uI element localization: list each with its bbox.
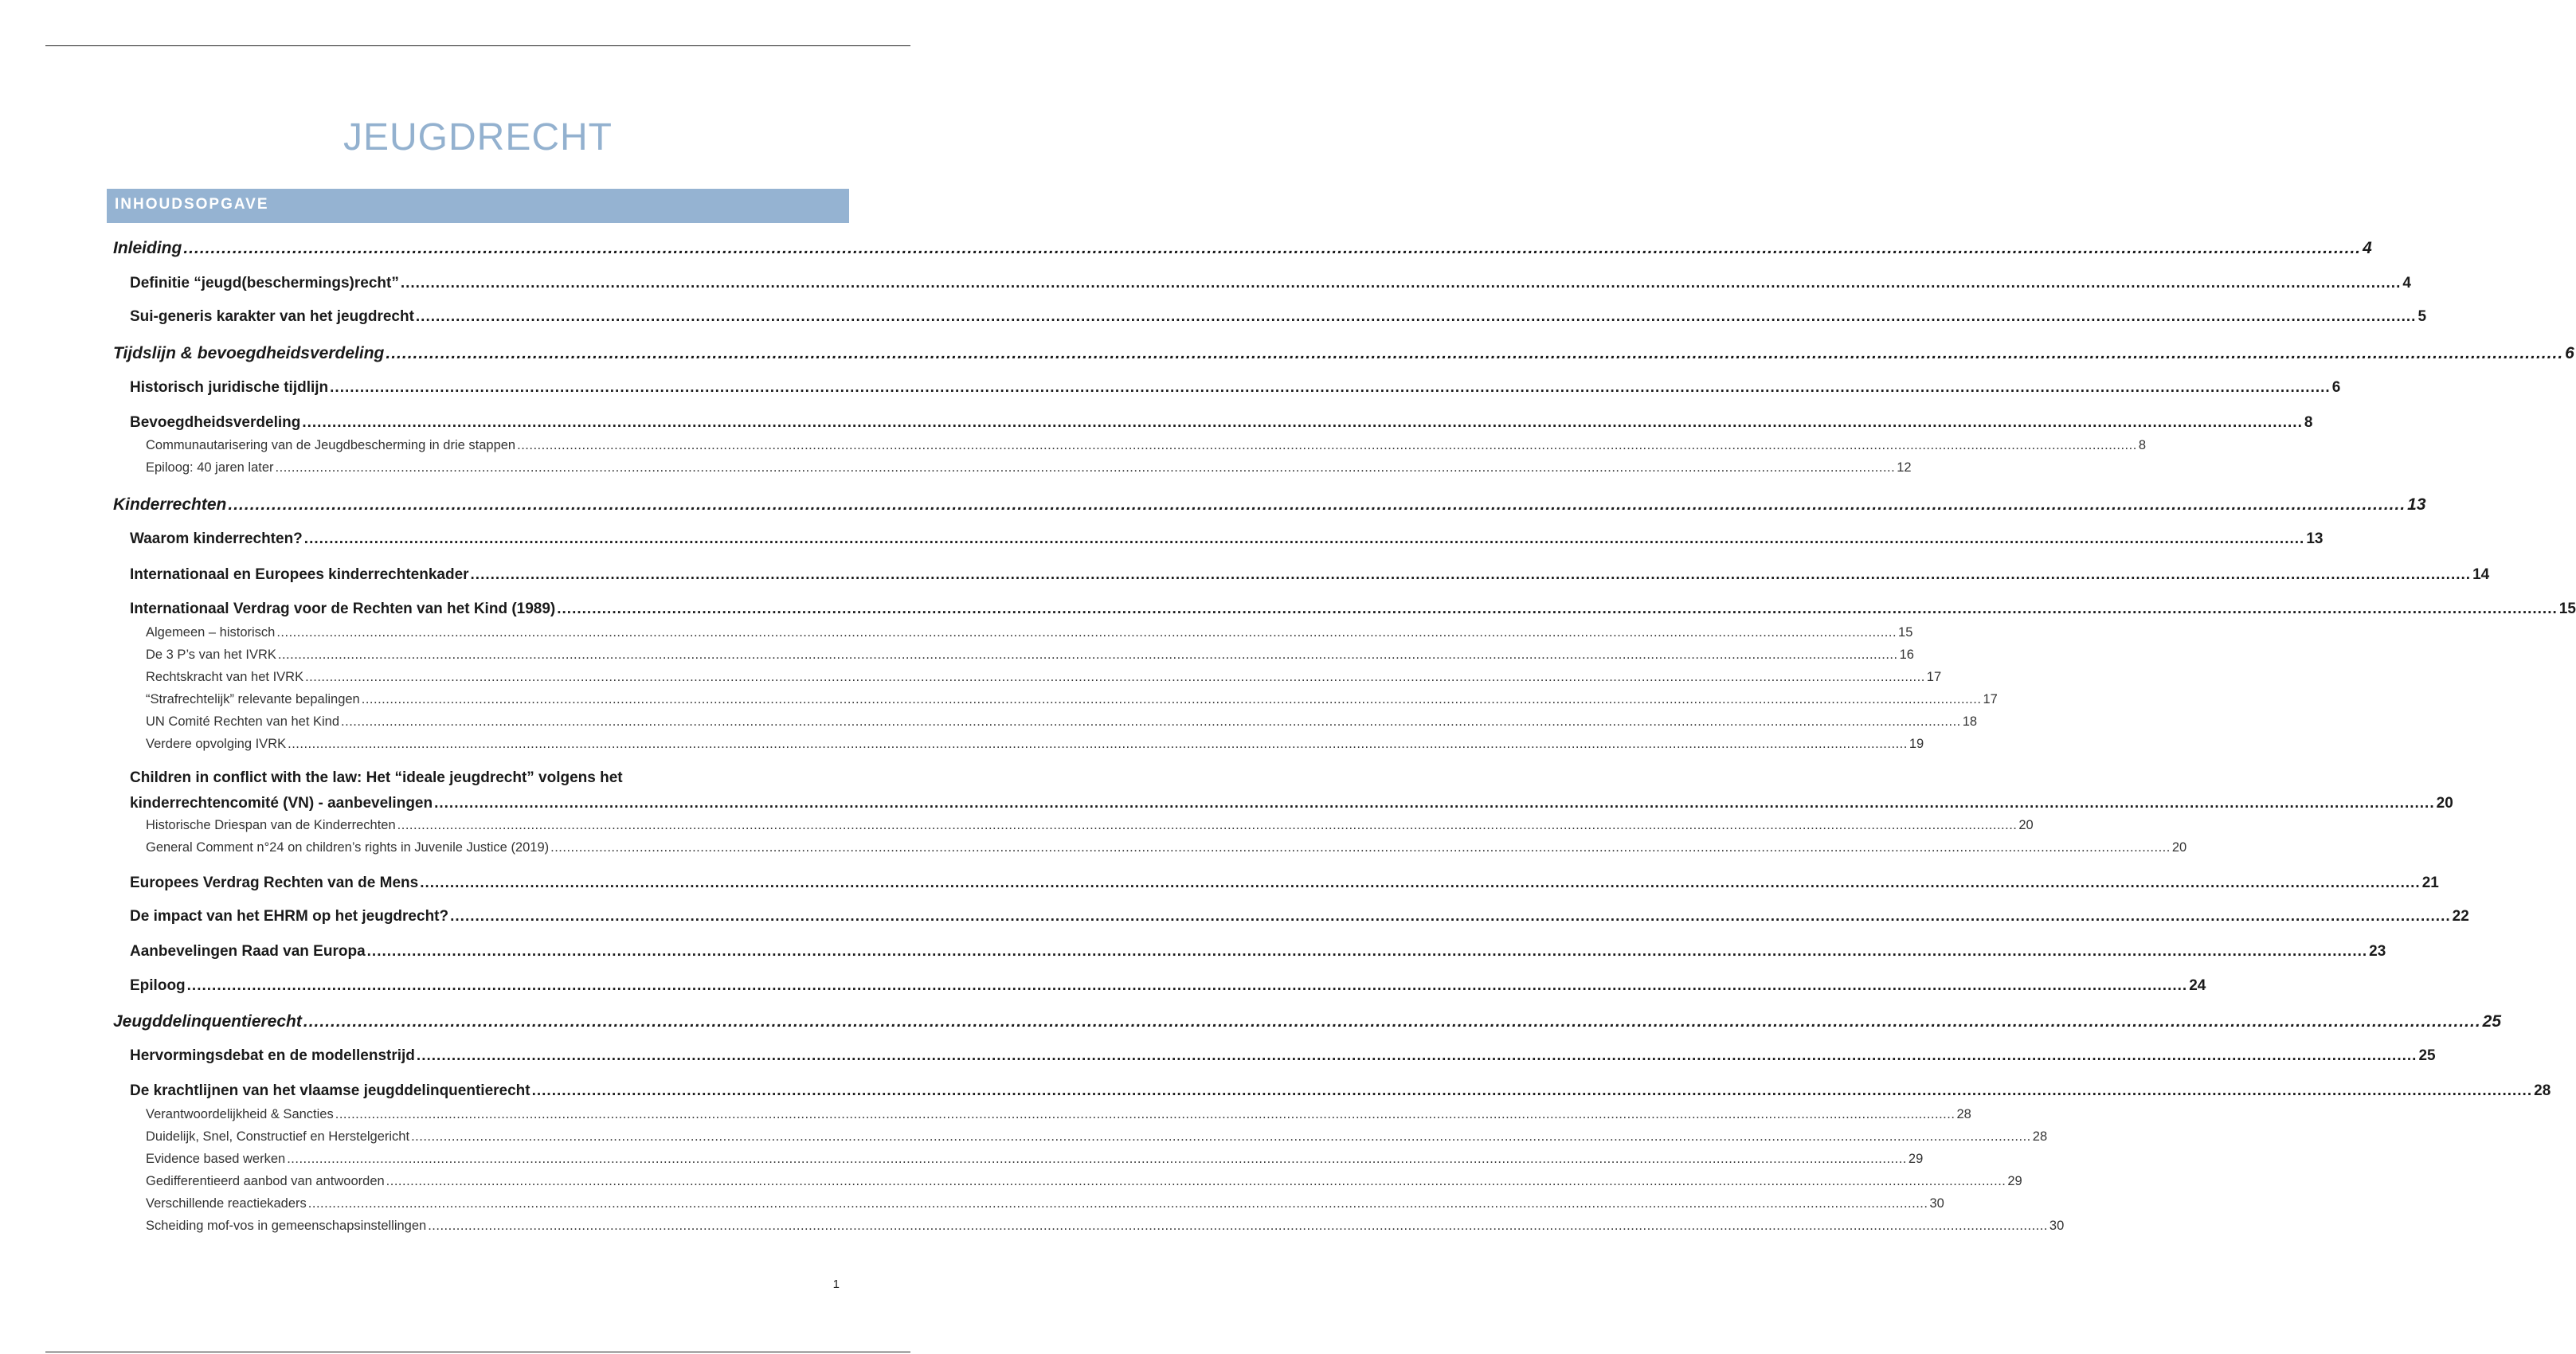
toc-entry[interactable]: [146, 436, 2146, 453]
toc-entry-page: 20: [2436, 795, 2453, 812]
toc-entry-label: Algemeen – historisch: [146, 625, 276, 640]
toc-entry[interactable]: [130, 599, 2576, 618]
toc-entry-label: Verantwoordelijkheid & Sancties: [146, 1107, 334, 1121]
toc-entry-label: Jeugddelinquentierecht: [113, 1012, 302, 1031]
toc-entry-page: 6: [2331, 379, 2341, 396]
toc-leader-dots: ................................................................................................................................................................................................................................................................................................................................................................................................................: [450, 908, 2451, 925]
toc-leader-dots: ................................................................................................................................................................................................................................................................................................................................................................................................................: [517, 438, 2137, 452]
toc-leader-dots: ................................................................................................................................................................................................................................................................................................................................................................................................................: [386, 344, 2564, 362]
toc-entry-label: “Strafrechtelijk” relevante bepalingen: [146, 692, 360, 706]
toc-entry[interactable]: [146, 1172, 2022, 1189]
toc-leader-dots: ................................................................................................................................................................................................................................................................................................................................................................................................................: [397, 818, 2018, 832]
toc-heading: INHOUDSOPGAVE: [107, 189, 849, 223]
toc-entry-label: UN Comité Rechten van het Kind: [146, 714, 340, 729]
toc-entry[interactable]: [146, 839, 2187, 855]
toc-entry-page: 30: [1929, 1196, 1944, 1211]
toc-entry-page: 30: [2049, 1219, 2065, 1233]
toc-entry-label: Scheiding mof-vos in gemeenschapsinstellingen: [146, 1219, 427, 1233]
toc-entry-label: Duidelijk, Snel, Constructief en Herstelgericht: [146, 1129, 410, 1144]
toc-entry-page: 25: [2418, 1047, 2436, 1064]
toc-entry-label: Kinderrechten: [113, 495, 227, 514]
toc-entry-page: 25: [2482, 1012, 2502, 1031]
toc-entry-page: 19: [1909, 737, 1924, 751]
toc-entry-label: Evidence based werken: [146, 1152, 286, 1166]
toc-entry[interactable]: [130, 273, 2411, 292]
toc-entry[interactable]: [130, 976, 2206, 995]
toc-entry[interactable]: [130, 378, 2341, 397]
toc-entry-page: 17: [1926, 670, 1942, 684]
toc-leader-dots: ................................................................................................................................................................................................................................................................................................................................................................................................................: [531, 1082, 2533, 1099]
toc-entry-label: Sui-generis karakter van het jeugdrecht: [130, 308, 414, 325]
toc-entry-label: Gedifferentieerd aanbod van antwoorden: [146, 1174, 385, 1188]
toc-entry[interactable]: [130, 873, 2439, 892]
toc-leader-dots: ................................................................................................................................................................................................................................................................................................................................................................................................................: [307, 1196, 1928, 1211]
toc-leader-dots: ................................................................................................................................................................................................................................................................................................................................................................................................................: [277, 648, 1898, 662]
toc-leader-dots: ................................................................................................................................................................................................................................................................................................................................................................................................................: [330, 379, 2331, 396]
page-number: 1: [832, 1278, 840, 1291]
toc-entry-page: 4: [2363, 239, 2372, 257]
toc-entry[interactable]: [130, 413, 2313, 432]
toc-entry-label: Bevoegdheidsverdeling: [130, 414, 301, 431]
toc-entry-page: 28: [2032, 1129, 2048, 1144]
toc-leader-dots: ................................................................................................................................................................................................................................................................................................................................................................................................................: [470, 566, 2472, 583]
toc-leader-dots: ................................................................................................................................................................................................................................................................................................................................................................................................................: [303, 530, 2305, 547]
toc-entry[interactable]: [130, 307, 2427, 326]
toc-entry[interactable]: [146, 668, 1942, 685]
toc-leader-dots: ................................................................................................................................................................................................................................................................................................................................................................................................................: [420, 875, 2421, 891]
toc-entry[interactable]: [130, 941, 2386, 961]
toc-leader-dots: ................................................................................................................................................................................................................................................................................................................................................................................................................: [400, 275, 2402, 292]
toc-entry[interactable]: [146, 624, 1913, 640]
toc-entry-label: Inleiding: [113, 239, 182, 257]
toc-entry[interactable]: [146, 1195, 1944, 1211]
toc-entry[interactable]: [146, 1128, 2048, 1145]
toc-entry-page: 15: [1898, 625, 1913, 640]
toc-entry[interactable]: [130, 565, 2490, 584]
toc-entry-page: 21: [2421, 875, 2439, 891]
toc-entry-page: 13: [2407, 495, 2426, 514]
toc-entry[interactable]: [130, 1081, 2551, 1100]
toc-entry-label: General Comment n°24 on children’s rights in Juvenile Justice (2019): [146, 840, 550, 855]
toc-leader-dots: ................................................................................................................................................................................................................................................................................................................................................................................................................: [428, 1219, 2048, 1233]
toc-entry[interactable]: [146, 735, 1924, 752]
toc-leader-dots: ................................................................................................................................................................................................................................................................................................................................................................................................................: [361, 692, 1982, 706]
toc-leader-dots: ................................................................................................................................................................................................................................................................................................................................................................................................................: [228, 495, 2406, 514]
toc-entry-label: Waarom kinderrechten?: [130, 530, 303, 547]
toc-leader-dots: ................................................................................................................................................................................................................................................................................................................................................................................................................: [434, 795, 2435, 812]
toc-leader-dots: ................................................................................................................................................................................................................................................................................................................................................................................................................: [302, 414, 2303, 431]
toc-entry-page: 20: [2018, 818, 2034, 832]
toc-leader-dots: ................................................................................................................................................................................................................................................................................................................................................................................................................: [416, 1047, 2417, 1064]
toc-leader-dots: ................................................................................................................................................................................................................................................................................................................................................................................................................: [275, 460, 1896, 475]
toc-entry-label: Aanbevelingen Raad van Europa: [130, 943, 366, 960]
toc-leader-dots: ................................................................................................................................................................................................................................................................................................................................................................................................................: [288, 737, 1908, 751]
document-title: JEUGDRECHT: [343, 116, 613, 158]
toc-leader-dots: ................................................................................................................................................................................................................................................................................................................................................................................................................: [557, 601, 2558, 617]
toc-entry[interactable]: [146, 816, 2034, 833]
toc-leader-dots: ................................................................................................................................................................................................................................................................................................................................................................................................................: [411, 1129, 2031, 1144]
toc-entry-page: 28: [2534, 1082, 2551, 1099]
toc-entry-page: 20: [2171, 840, 2187, 855]
toc-leader-dots: ................................................................................................................................................................................................................................................................................................................................................................................................................: [186, 977, 2188, 994]
toc-entry[interactable]: [146, 646, 1914, 663]
toc-leader-dots: ................................................................................................................................................................................................................................................................................................................................................................................................................: [305, 670, 1925, 684]
toc-entry-page: 13: [2306, 530, 2323, 547]
toc-entry-label: Rechtskracht van het IVRK: [146, 670, 304, 684]
toc-entry-label: Tijdslijn & bevoegdheidsverdeling: [113, 344, 385, 362]
toc-leader-dots: ................................................................................................................................................................................................................................................................................................................................................................................................................: [276, 625, 1897, 640]
toc-entry-page: 8: [2304, 414, 2313, 431]
toc-entry-label: Definitie “jeugd(beschermings)recht”: [130, 275, 399, 292]
toc-leader-dots: ................................................................................................................................................................................................................................................................................................................................................................................................................: [415, 308, 2417, 325]
toc-entry-page: 23: [2369, 943, 2386, 960]
toc-entry-page: 17: [1983, 692, 1998, 706]
header-rule: [45, 45, 910, 46]
toc-leader-dots: ................................................................................................................................................................................................................................................................................................................................................................................................................: [386, 1174, 2006, 1188]
toc-entry-label: Communautarisering van de Jeugdbescherming in drie stappen: [146, 438, 516, 452]
toc-entry-label: Internationaal Verdrag voor de Rechten van het Kind (1989): [130, 601, 556, 617]
toc-entry-line1[interactable]: Children in conflict with the law: Het “ideale jeugdrecht” volgens het: [130, 769, 623, 786]
toc-entry[interactable]: [130, 793, 2453, 812]
toc-entry[interactable]: [130, 906, 2469, 925]
toc-entry-page: 6: [2565, 344, 2574, 362]
toc-leader-dots: ................................................................................................................................................................................................................................................................................................................................................................................................................: [335, 1107, 1955, 1121]
toc-leader-dots: ................................................................................................................................................................................................................................................................................................................................................................................................................: [287, 1152, 1907, 1166]
toc-leader-dots: ................................................................................................................................................................................................................................................................................................................................................................................................................: [341, 714, 1961, 729]
toc-leader-dots: ................................................................................................................................................................................................................................................................................................................................................................................................................: [366, 943, 2368, 960]
toc-entry[interactable]: [113, 494, 2426, 515]
toc-entry[interactable]: [146, 691, 1998, 707]
toc-entry[interactable]: [146, 1150, 1924, 1167]
toc-entry[interactable]: [146, 713, 1978, 730]
toc-entry[interactable]: [113, 342, 2574, 363]
toc-entry[interactable]: [130, 1046, 2436, 1065]
toc-entry[interactable]: [146, 1106, 1971, 1122]
toc-entry-page: 16: [1899, 648, 1914, 662]
toc-entry-label: De krachtlijnen van het vlaamse jeugddelinquentierecht: [130, 1082, 530, 1099]
toc-entry-label: De 3 P’s van het IVRK: [146, 648, 276, 662]
toc-entry-page: 29: [2007, 1174, 2022, 1188]
toc-entry-label: Historisch juridische tijdlijn: [130, 379, 329, 396]
toc-entry-label: kinderrechtencomité (VN) - aanbevelingen: [130, 795, 433, 812]
toc-entry-page: 22: [2452, 908, 2469, 925]
toc-entry[interactable]: [113, 1011, 2502, 1031]
toc-entry-label: Internationaal en Europees kinderrechtenkader: [130, 566, 469, 583]
toc-entry-label: Verschillende reactiekaders: [146, 1196, 307, 1211]
toc-entry-page: 24: [2189, 977, 2206, 994]
toc-entry-page: 8: [2138, 438, 2146, 452]
toc-entry-label: De impact van het EHRM op het jeugdrecht?: [130, 908, 449, 925]
toc-entry-label: Epiloog: [130, 977, 186, 994]
toc-entry[interactable]: [130, 529, 2323, 548]
toc-entry-label: Europees Verdrag Rechten van de Mens: [130, 875, 419, 891]
toc-entry-label: Epiloog: 40 jaren later: [146, 460, 274, 475]
toc-entry[interactable]: [146, 459, 1912, 475]
toc-entry-label: Verdere opvolging IVRK: [146, 737, 287, 751]
toc-entry-page: 18: [1962, 714, 1978, 729]
toc-entry-label: Hervormingsdebat en de modellenstrijd: [130, 1047, 415, 1064]
toc-entry-label: Historische Driespan van de Kinderrechten: [146, 818, 396, 832]
toc-entry-page: 15: [2558, 601, 2576, 617]
toc-entry-page: 28: [1956, 1107, 1971, 1121]
toc-entry[interactable]: [113, 237, 2372, 258]
toc-leader-dots: ................................................................................................................................................................................................................................................................................................................................................................................................................: [183, 239, 2362, 257]
toc-leader-dots: ................................................................................................................................................................................................................................................................................................................................................................................................................: [550, 840, 2171, 855]
toc-entry-page: 14: [2472, 566, 2490, 583]
toc-entry-page: 5: [2417, 308, 2427, 325]
toc-entry[interactable]: [146, 1217, 2065, 1234]
toc-leader-dots: ................................................................................................................................................................................................................................................................................................................................................................................................................: [303, 1012, 2481, 1031]
toc-entry-page: 12: [1897, 460, 1912, 475]
toc-entry-page: 4: [2402, 275, 2411, 292]
toc-entry-page: 29: [1908, 1152, 1924, 1166]
